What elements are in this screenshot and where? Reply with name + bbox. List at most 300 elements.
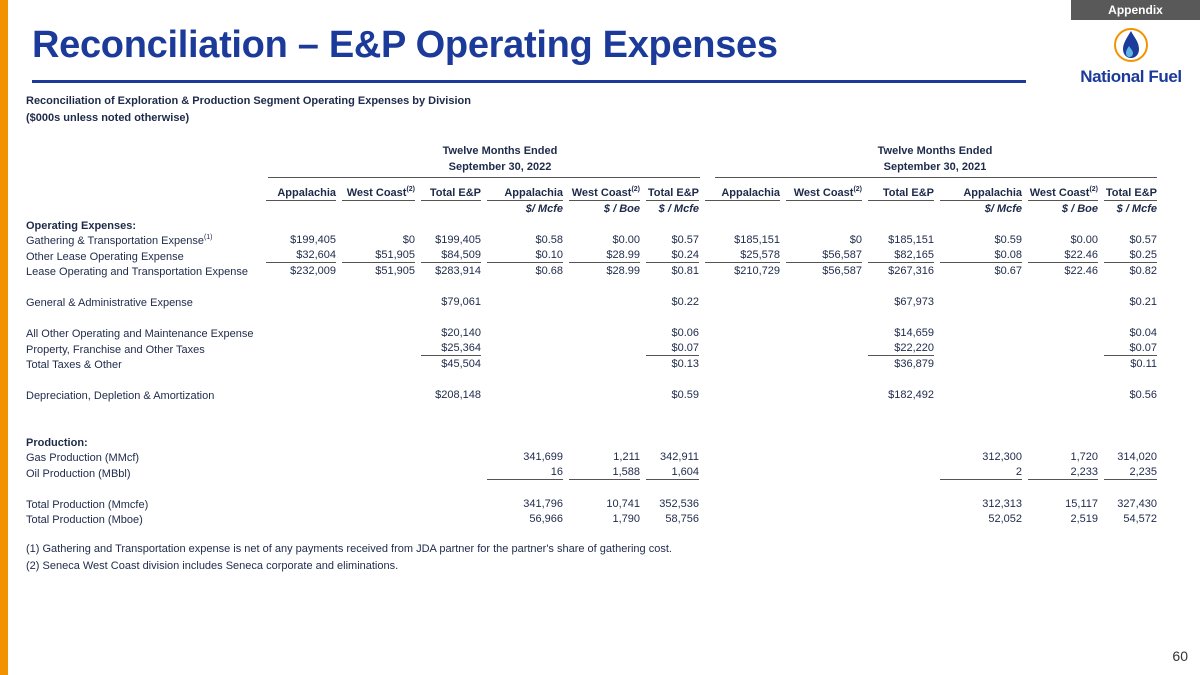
value-cell <box>1098 511 1157 527</box>
value-cell <box>862 263 934 279</box>
value-cell <box>481 449 563 465</box>
row-label-cell <box>26 340 260 356</box>
row-label-cell <box>26 294 260 310</box>
column-header-cell <box>421 186 481 201</box>
cell-value: $0 <box>402 234 415 246</box>
value-cell <box>563 433 640 449</box>
cell-value: $82,165 <box>868 248 934 263</box>
value-cell <box>481 325 563 341</box>
cell-value: 1,588 <box>569 465 640 480</box>
period-header-2022 <box>380 143 620 175</box>
value-cell <box>481 216 563 232</box>
period-line1: Twelve Months Ended <box>442 145 558 157</box>
cell-value: $79,061 <box>441 296 481 308</box>
spacer-row <box>26 418 1157 434</box>
column-header-label: Appalachia <box>277 186 336 199</box>
column-header-row <box>26 185 1157 201</box>
row-label: Depreciation, Depletion & Amortization <box>26 390 215 402</box>
value-cell <box>563 495 640 511</box>
page-title: Reconciliation – E&P Operating Expenses <box>32 24 778 66</box>
cell-value: 341,699 <box>523 451 563 463</box>
table-row <box>26 325 1157 341</box>
unit-header <box>1022 201 1098 217</box>
value-cell <box>415 433 481 449</box>
value-cell <box>415 294 481 310</box>
value-cell <box>699 511 780 527</box>
value-cell <box>415 387 481 403</box>
column-header-label: Total E&P <box>1105 186 1157 199</box>
value-cell <box>563 340 640 356</box>
column-header-cell <box>1028 186 1098 201</box>
column-header-label: West Coast <box>571 186 632 199</box>
value-cell <box>640 263 699 279</box>
row-label-cell <box>26 449 260 465</box>
value-cell <box>934 449 1022 465</box>
value-cell <box>780 356 862 372</box>
cell-value: $0.59 <box>671 389 699 401</box>
value-cell <box>699 464 780 480</box>
value-cell <box>1022 232 1098 248</box>
value-cell <box>260 325 336 341</box>
value-cell <box>699 340 780 356</box>
cell-value: $28.99 <box>569 248 640 263</box>
column-header-cell <box>646 186 699 201</box>
table-subtitle: Reconciliation of Exploration & Production Segment Operating Expenses by Division <box>26 95 471 107</box>
page-number: 60 <box>1172 648 1188 664</box>
value-cell <box>336 387 415 403</box>
cell-value: $14,659 <box>894 327 934 339</box>
value-cell <box>563 294 640 310</box>
cell-value: $0.56 <box>1129 389 1157 401</box>
value-cell <box>1022 495 1098 511</box>
unit-label: $ / Mcfe <box>1116 203 1157 215</box>
column-header-cell <box>266 186 336 201</box>
value-cell <box>260 387 336 403</box>
column-header <box>415 185 481 201</box>
spacer-cell <box>26 278 1157 294</box>
spacer-cell <box>26 371 1157 387</box>
cell-value: $36,879 <box>894 358 934 370</box>
logo-text: National Fuel <box>1080 67 1182 86</box>
column-header-label: West Coast <box>346 186 407 199</box>
value-cell <box>1022 356 1098 372</box>
cell-value: $185,151 <box>734 234 780 246</box>
value-cell <box>934 340 1022 356</box>
value-cell <box>780 340 862 356</box>
cell-value: $25,364 <box>421 341 481 356</box>
value-cell <box>640 511 699 527</box>
value-cell <box>563 464 640 480</box>
row-label-cell <box>26 247 260 263</box>
cell-value: 342,911 <box>660 451 699 463</box>
value-cell <box>563 325 640 341</box>
value-cell <box>699 232 780 248</box>
unit-header <box>1098 201 1157 217</box>
value-cell <box>481 511 563 527</box>
cell-value: 312,300 <box>982 451 1022 463</box>
cell-value: 1,790 <box>612 513 640 525</box>
row-label: Gas Production (MMcf) <box>26 452 140 464</box>
cell-value: 15,117 <box>1065 497 1098 510</box>
column-header <box>563 185 640 201</box>
value-cell <box>780 247 862 263</box>
cell-value: $0.22 <box>671 296 699 308</box>
column-header <box>862 185 934 201</box>
cell-value: $0 <box>849 234 862 246</box>
cell-value: $0.57 <box>1129 234 1157 246</box>
value-cell <box>640 325 699 341</box>
cell-value: $22.46 <box>1064 265 1098 277</box>
cell-value: $0.58 <box>535 234 563 246</box>
cell-value: $267,316 <box>888 265 934 277</box>
value-cell <box>1098 232 1157 248</box>
unit-header <box>780 201 862 217</box>
cell-value: $0.21 <box>1129 296 1157 308</box>
value-cell <box>934 325 1022 341</box>
value-cell <box>640 449 699 465</box>
row-label: Other Lease Operating Expense <box>26 250 184 263</box>
spacer-row <box>26 278 1157 294</box>
column-header <box>934 185 1022 201</box>
value-cell <box>862 232 934 248</box>
value-cell <box>336 263 415 279</box>
value-cell <box>336 216 415 232</box>
unit-label: $ / Boe <box>603 203 640 215</box>
value-cell <box>1022 387 1098 403</box>
value-cell <box>699 387 780 403</box>
value-cell <box>934 356 1022 372</box>
value-cell <box>640 216 699 232</box>
cell-value: 327,430 <box>1117 497 1157 510</box>
footnote-ref: (2) <box>631 185 640 193</box>
value-cell <box>260 495 336 511</box>
cell-value: 56,966 <box>529 513 563 525</box>
value-cell <box>1022 325 1098 341</box>
column-header-cell <box>705 186 780 201</box>
cell-value: $0.24 <box>646 248 699 263</box>
value-cell <box>780 511 862 527</box>
value-cell <box>699 449 780 465</box>
column-header-cell <box>342 186 415 201</box>
value-cell <box>260 216 336 232</box>
value-cell <box>563 216 640 232</box>
value-cell <box>862 247 934 263</box>
cell-value: $22,220 <box>868 341 934 356</box>
row-label-cell <box>26 232 260 248</box>
value-cell <box>780 325 862 341</box>
footnote-ref: (2) <box>406 185 415 193</box>
table-row <box>26 232 1157 248</box>
table-row <box>26 247 1157 263</box>
row-label-cell <box>26 511 260 527</box>
value-cell <box>1098 495 1157 511</box>
row-label: Operating Expenses: <box>26 219 137 232</box>
value-cell <box>1098 387 1157 403</box>
unit-label: $/ Mcfe <box>525 203 563 215</box>
value-cell <box>481 294 563 310</box>
value-cell <box>415 216 481 232</box>
value-cell <box>699 263 780 279</box>
cell-value: $0.04 <box>1129 327 1157 339</box>
spacer-cell <box>26 480 1157 496</box>
spacer-row <box>26 402 1157 418</box>
cell-value: 58,756 <box>665 513 699 525</box>
section-header-row <box>26 216 1157 232</box>
table-row <box>26 495 1157 511</box>
column-header-label: Appalachia <box>963 186 1022 199</box>
cell-value: $0.68 <box>535 265 563 277</box>
value-cell <box>563 387 640 403</box>
spacer-cell <box>26 309 1157 325</box>
value-cell <box>1022 247 1098 263</box>
cell-value: $0.57 <box>671 234 699 246</box>
row-label: Total Production (Mboe) <box>26 514 143 526</box>
cell-value: $28.99 <box>606 265 640 277</box>
value-cell <box>780 495 862 511</box>
column-header <box>336 185 415 201</box>
value-cell <box>481 247 563 263</box>
value-cell <box>699 325 780 341</box>
column-header-label: Total E&P <box>882 186 934 199</box>
cell-value: 312,313 <box>982 497 1022 510</box>
unit-header <box>563 201 640 217</box>
cell-value: 2,519 <box>1070 513 1098 525</box>
table-row <box>26 294 1157 310</box>
period-line1: Twelve Months Ended <box>877 145 993 157</box>
value-cell <box>415 464 481 480</box>
value-cell <box>481 263 563 279</box>
value-cell <box>1098 433 1157 449</box>
column-header-cell <box>940 186 1022 201</box>
cell-value: 1,211 <box>613 451 640 463</box>
column-header-label: Appalachia <box>504 186 563 199</box>
column-header <box>1022 185 1098 201</box>
value-cell <box>934 495 1022 511</box>
table-row <box>26 449 1157 465</box>
row-label-cell <box>26 325 260 341</box>
unit-header <box>699 201 780 217</box>
value-cell <box>415 247 481 263</box>
value-cell <box>260 232 336 248</box>
value-cell <box>640 464 699 480</box>
value-cell <box>862 511 934 527</box>
cell-value: $232,009 <box>290 265 336 277</box>
section-header-row <box>26 433 1157 449</box>
value-cell <box>1022 263 1098 279</box>
table-row <box>26 511 1157 527</box>
value-cell <box>862 294 934 310</box>
cell-value: $84,509 <box>421 248 481 263</box>
flame-icon <box>1072 27 1190 67</box>
value-cell <box>1022 433 1098 449</box>
column-header <box>1098 185 1157 201</box>
cell-value: $0.07 <box>1104 341 1157 356</box>
value-cell <box>415 263 481 279</box>
cell-value: $56,587 <box>786 248 862 263</box>
empty-cell <box>26 185 260 201</box>
value-cell <box>862 449 934 465</box>
cell-value: $0.00 <box>612 234 640 246</box>
spacer-row <box>26 480 1157 496</box>
value-cell <box>934 387 1022 403</box>
value-cell <box>862 356 934 372</box>
value-cell <box>260 294 336 310</box>
value-cell <box>862 340 934 356</box>
value-cell <box>934 216 1022 232</box>
cell-value: 341,796 <box>523 497 563 510</box>
column-header-cell <box>868 186 934 201</box>
value-cell <box>1098 340 1157 356</box>
cell-value: $0.81 <box>671 265 699 277</box>
cell-value: $182,492 <box>888 389 934 401</box>
footnote-ref: (1) <box>203 234 213 241</box>
value-cell <box>862 216 934 232</box>
value-cell <box>699 294 780 310</box>
value-cell <box>260 449 336 465</box>
spacer-cell <box>26 418 1157 434</box>
value-cell <box>563 232 640 248</box>
value-cell <box>481 356 563 372</box>
value-cell <box>563 247 640 263</box>
cell-value: 52,052 <box>988 513 1022 525</box>
value-cell <box>336 464 415 480</box>
cell-value: $210,729 <box>734 265 780 277</box>
row-label: Oil Production (MBbl) <box>26 467 131 480</box>
value-cell <box>1098 356 1157 372</box>
value-cell <box>260 263 336 279</box>
unit-header-row <box>26 201 1157 217</box>
cell-value: 1,720 <box>1070 451 1098 463</box>
cell-value: 2,233 <box>1028 465 1098 480</box>
value-cell <box>780 263 862 279</box>
cell-value: 1,604 <box>646 465 699 480</box>
column-header <box>481 185 563 201</box>
cell-value: $0.25 <box>1104 248 1157 263</box>
value-cell <box>336 247 415 263</box>
value-cell <box>1022 340 1098 356</box>
empty-cell <box>26 201 260 217</box>
table-row <box>26 387 1157 403</box>
value-cell <box>481 232 563 248</box>
footnote-ref: (2) <box>853 185 862 193</box>
cell-value: 352,536 <box>659 497 699 510</box>
unit-header <box>481 201 563 217</box>
value-cell <box>415 325 481 341</box>
value-cell <box>699 495 780 511</box>
cell-value: $0.00 <box>1070 234 1098 246</box>
cell-value: 2 <box>940 465 1022 480</box>
column-header <box>260 185 336 201</box>
row-label-cell <box>26 356 260 372</box>
value-cell <box>862 495 934 511</box>
row-label-cell <box>26 387 260 403</box>
appendix-tag: Appendix <box>1071 0 1200 20</box>
row-label-cell <box>26 263 260 279</box>
cell-value: $25,578 <box>705 248 780 263</box>
column-header-label: West Coast <box>793 186 854 199</box>
value-cell <box>640 294 699 310</box>
period-header-2021 <box>815 143 1055 175</box>
cell-value: $56,587 <box>822 265 862 277</box>
cell-value: $0.07 <box>646 341 699 356</box>
value-cell <box>640 340 699 356</box>
value-cell <box>934 464 1022 480</box>
value-cell <box>336 449 415 465</box>
value-cell <box>481 495 563 511</box>
column-header-label: West Coast <box>1029 186 1090 199</box>
value-cell <box>780 433 862 449</box>
footnote-2: (2) Seneca West Coast division includes Seneca corporate and eliminations. <box>26 560 399 572</box>
value-cell <box>780 294 862 310</box>
unit-header <box>336 201 415 217</box>
value-cell <box>415 495 481 511</box>
value-cell <box>934 511 1022 527</box>
column-header-cell <box>786 186 862 201</box>
cell-value: 314,020 <box>1117 451 1157 463</box>
value-cell <box>336 325 415 341</box>
value-cell <box>415 449 481 465</box>
cell-value: $51,905 <box>375 265 415 277</box>
period-line2: September 30, 2021 <box>883 161 987 173</box>
value-cell <box>481 340 563 356</box>
value-cell <box>862 387 934 403</box>
unit-header <box>862 201 934 217</box>
value-cell <box>780 387 862 403</box>
value-cell <box>415 232 481 248</box>
row-label: Total Taxes & Other <box>26 359 122 371</box>
value-cell <box>862 433 934 449</box>
value-cell <box>563 449 640 465</box>
value-cell <box>1022 216 1098 232</box>
row-label: Property, Franchise and Other Taxes <box>26 343 205 356</box>
value-cell <box>260 356 336 372</box>
value-cell <box>699 216 780 232</box>
value-cell <box>862 325 934 341</box>
value-cell <box>699 356 780 372</box>
table-row <box>26 263 1157 279</box>
value-cell <box>336 356 415 372</box>
row-label-cell <box>26 433 260 449</box>
value-cell <box>563 356 640 372</box>
value-cell <box>1098 464 1157 480</box>
table-row <box>26 356 1157 372</box>
value-cell <box>640 495 699 511</box>
cell-value: $0.59 <box>994 234 1022 246</box>
cell-value: $208,148 <box>435 389 481 401</box>
row-label: General & Administrative Expense <box>26 297 193 309</box>
value-cell <box>640 387 699 403</box>
value-cell <box>336 294 415 310</box>
column-header-cell <box>569 186 640 201</box>
national-fuel-logo <box>1072 27 1190 87</box>
value-cell <box>260 511 336 527</box>
table-row <box>26 340 1157 356</box>
value-cell <box>1098 247 1157 263</box>
row-label: Lease Operating and Transportation Expense <box>26 266 248 278</box>
value-cell <box>780 232 862 248</box>
value-cell <box>1098 263 1157 279</box>
row-label: Gathering & Transportation Expense <box>26 235 204 247</box>
cell-value: $0.11 <box>1130 358 1157 370</box>
value-cell <box>1098 294 1157 310</box>
value-cell <box>780 464 862 480</box>
left-accent-bar <box>0 0 8 675</box>
row-label: Total Production (Mmcfe) <box>26 498 149 511</box>
cell-value: $0.08 <box>940 248 1022 263</box>
value-cell <box>1022 294 1098 310</box>
unit-header <box>640 201 699 217</box>
footnote-1: (1) Gathering and Transportation expense is net of any payments received from JDA partner for the partner's share of gathering cost. <box>26 543 672 555</box>
